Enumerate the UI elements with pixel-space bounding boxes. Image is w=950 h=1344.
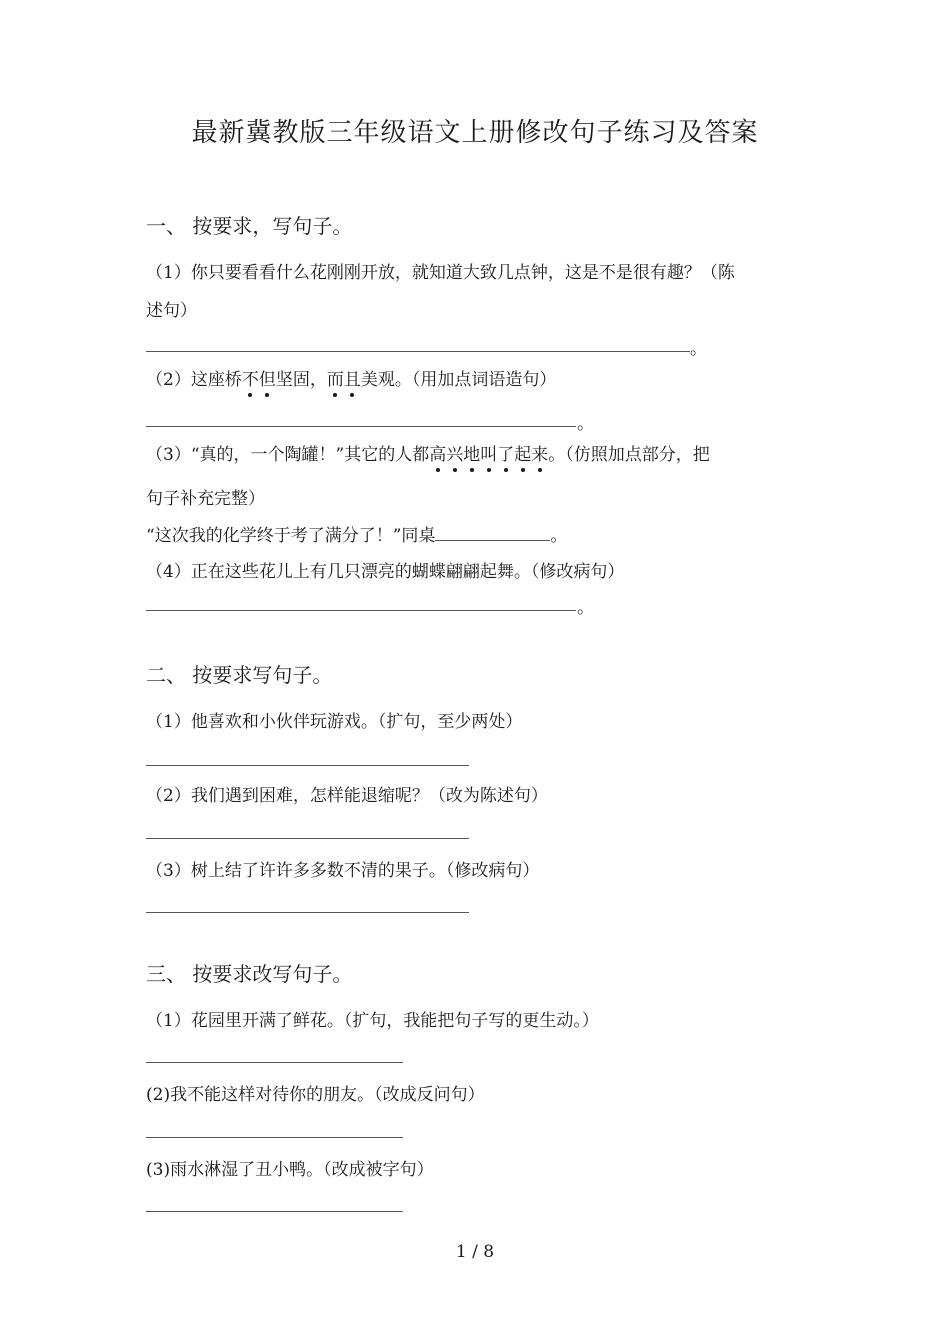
page-number: 1 / 8: [455, 1242, 495, 1262]
section-heading-2: 二、 按要求写句子。: [146, 663, 333, 687]
answer-line[interactable]: [146, 1211, 403, 1212]
emphasis-dot-char: 起: [514, 445, 532, 465]
emphasis-dot-char: 了: [497, 445, 515, 465]
question-text: “这次我的化学终于考了满分了！”同桌 。: [146, 526, 568, 546]
fill-blank[interactable]: [435, 526, 550, 541]
answer-line[interactable]: [146, 610, 576, 611]
answer-line[interactable]: [146, 912, 469, 913]
emphasis-dot-char: 且: [343, 370, 361, 390]
emphasis-dot-char: 叫: [480, 445, 498, 465]
question-text: （2）我们遇到困难，怎样能退缩呢？（改为陈述句）: [146, 786, 548, 806]
question-text: （1）他喜欢和小伙伴玩游戏。（扩句，至少两处）: [146, 712, 523, 732]
emphasis-dot-char: 但: [258, 370, 276, 390]
emphasis-dot-char: 而: [326, 370, 344, 390]
answer-line[interactable]: [146, 1137, 403, 1138]
question-text: （2）这座桥不但坚固，而且美观。（用加点词语造句）: [146, 370, 557, 390]
page-title: 最新冀教版三年级语文上册修改句子练习及答案: [191, 118, 759, 148]
emphasis-dot-char: 地: [463, 445, 481, 465]
question-text: 句子补充完整）: [146, 489, 265, 509]
emphasis-dot-char: 高: [429, 445, 447, 465]
answer-line[interactable]: [146, 765, 469, 766]
answer-line[interactable]: [146, 351, 690, 352]
question-text: （1）你只要看看什么花刚刚开放，就知道大致几点钟，这是不是很有趣？（陈: [146, 263, 735, 283]
emphasis-dot-char: 不: [241, 370, 259, 390]
emphasis-dot-char: 兴: [446, 445, 464, 465]
question-text: (3)雨水淋湿了丑小鸭。（改成被字句）: [146, 1160, 434, 1180]
answer-line[interactable]: [146, 1062, 403, 1063]
period-mark: 。: [690, 339, 707, 359]
emphasis-dot-char: 来: [531, 445, 549, 465]
period-mark: 。: [577, 414, 594, 434]
question-text: （1）花园里开满了鲜花。（扩句，我能把句子写的更生动。）: [146, 1011, 599, 1031]
answer-line[interactable]: [146, 838, 469, 839]
question-text: （3）树上结了许许多多数不清的果子。（修改病句）: [146, 861, 540, 881]
answer-line[interactable]: [146, 426, 576, 427]
question-text: (2)我不能这样对待你的朋友。（改成反问句）: [146, 1085, 485, 1105]
question-text: （4）正在这些花儿上有几只漂亮的蝴蝶翩翩起舞。（修改病句）: [146, 562, 625, 582]
question-text: 述句）: [146, 301, 197, 321]
section-heading-3: 三、 按要求改写句子。: [146, 962, 353, 986]
section-heading-1: 一、 按要求，写句子。: [146, 214, 353, 238]
question-text: （3）“真的，一个陶罐！”其它的人都高兴地叫了起来。（仿照加点部分，把: [146, 445, 710, 465]
period-mark: 。: [577, 598, 594, 618]
